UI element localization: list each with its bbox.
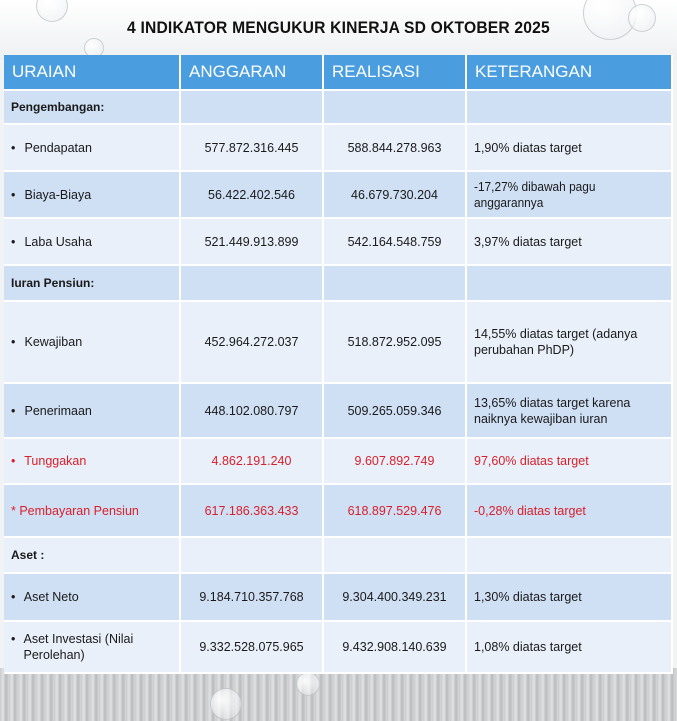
realisasi-value: 618.897.529.476 — [323, 484, 466, 537]
anggaran-value: 577.872.316.445 — [180, 124, 323, 171]
row-label: • Biaya-Biaya — [4, 171, 180, 218]
table-row — [4, 301, 672, 383]
table-row — [4, 218, 672, 265]
anggaran-value: 56.422.402.546 — [180, 171, 323, 218]
row-label: • Penerimaan — [4, 383, 180, 438]
keterangan-text: 3,97% diatas target — [466, 218, 672, 265]
keterangan-text: -17,27% dibawah pagu anggarannya — [466, 171, 672, 218]
page-title: 4 INDIKATOR MENGUKUR KINERJA SD OKTOBER 2025 — [127, 18, 550, 37]
section-row-pengembangan — [4, 90, 672, 124]
anggaran-value: 452.964.272.037 — [180, 301, 323, 383]
section-label: Aset : — [4, 537, 180, 573]
row-label: • Pendapatan — [4, 124, 180, 171]
decorative-bubble — [210, 688, 242, 720]
keterangan-text: 14,55% diatas target (adanya perubahan PhDP) — [466, 301, 672, 383]
realisasi-value: 9.607.892.749 — [323, 438, 466, 484]
anggaran-value: 521.449.913.899 — [180, 218, 323, 265]
kinerja-table — [4, 55, 673, 674]
section-row-aset — [4, 537, 672, 573]
row-label: • Kewajiban — [4, 301, 180, 383]
realisasi-value: 542.164.548.759 — [323, 218, 466, 265]
header-uraian: URAIAN — [4, 55, 180, 90]
keterangan-text: -0,28% diatas target — [466, 484, 672, 537]
table-row — [4, 124, 672, 171]
realisasi-value: 46.679.730.204 — [323, 171, 466, 218]
anggaran-value: 9.184.710.357.768 — [180, 573, 323, 621]
header-keterangan: KETERANGAN — [466, 55, 672, 90]
background-bottom-texture — [0, 668, 677, 721]
table-row-highlighted — [4, 484, 672, 537]
anggaran-value: 617.186.363.433 — [180, 484, 323, 537]
table-row-highlighted — [4, 438, 672, 484]
table-header-row — [4, 55, 672, 90]
row-label: • Aset Investasi (Nilai Perolehan) — [4, 621, 180, 673]
keterangan-text: 1,08% diatas target — [466, 621, 672, 673]
keterangan-text: 97,60% diatas target — [466, 438, 672, 484]
keterangan-text: 13,65% diatas target karena naiknya kewajiban iuran — [466, 383, 672, 438]
decorative-bubble — [296, 672, 320, 696]
table-row — [4, 621, 672, 673]
table-row — [4, 171, 672, 218]
realisasi-value: 588.844.278.963 — [323, 124, 466, 171]
row-label: • Aset Neto — [4, 573, 180, 621]
anggaran-value: 9.332.528.075.965 — [180, 621, 323, 673]
section-label: Pengembangan: — [4, 90, 180, 124]
table-row — [4, 573, 672, 621]
realisasi-value: 509.265.059.346 — [323, 383, 466, 438]
row-label: • Tunggakan — [4, 438, 180, 484]
section-label: Iuran Pensiun: — [4, 265, 180, 301]
row-label: • Laba Usaha — [4, 218, 180, 265]
anggaran-value: 448.102.080.797 — [180, 383, 323, 438]
section-row-iuran — [4, 265, 672, 301]
table-row — [4, 383, 672, 438]
realisasi-value: 9.432.908.140.639 — [323, 621, 466, 673]
header-realisasi: REALISASI — [323, 55, 466, 90]
realisasi-value: 518.872.952.095 — [323, 301, 466, 383]
row-label: * Pembayaran Pensiun — [4, 484, 180, 537]
keterangan-text: 1,90% diatas target — [466, 124, 672, 171]
realisasi-value: 9.304.400.349.231 — [323, 573, 466, 621]
keterangan-text: 1,30% diatas target — [466, 573, 672, 621]
header-anggaran: ANGGARAN — [180, 55, 323, 90]
anggaran-value: 4.862.191.240 — [180, 438, 323, 484]
